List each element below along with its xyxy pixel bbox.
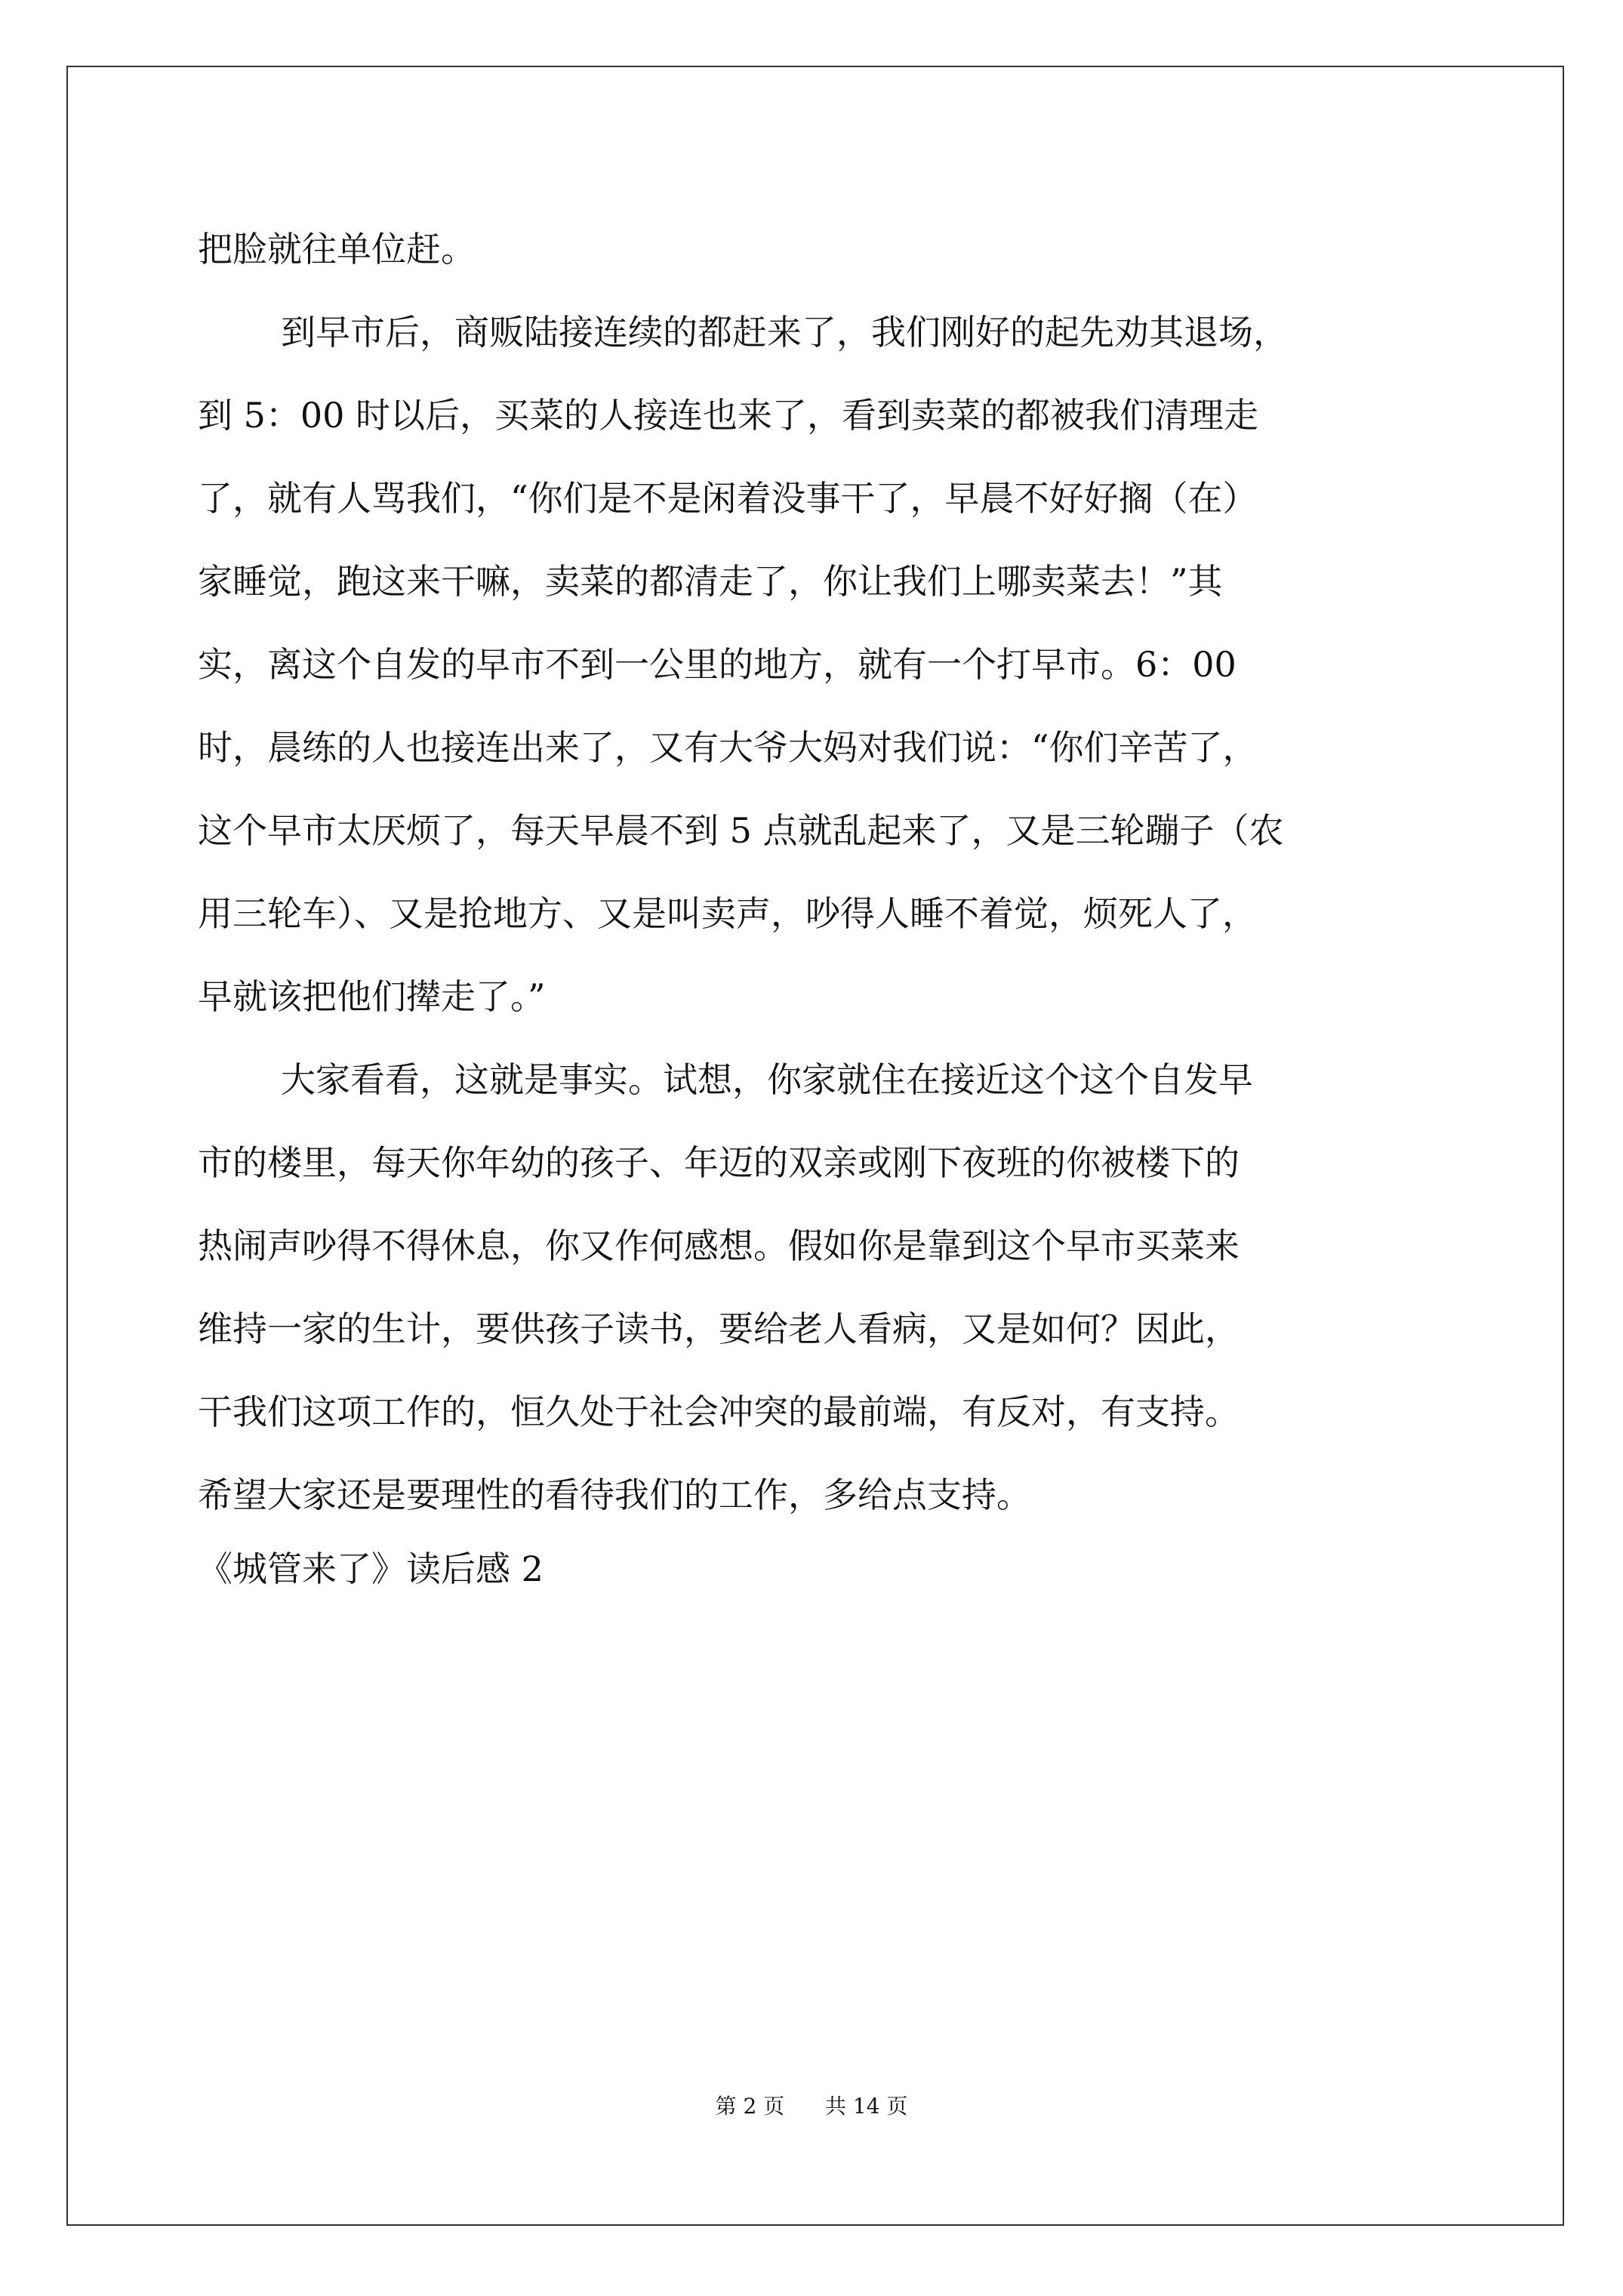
paragraph-line: 实，离这个自发的早市不到一公里的地方，就有一个打早市。6：00 <box>198 644 1236 685</box>
paragraph-line: 用三轮车）、又是抢地方、又是叫卖声，吵得人睡不着觉，烦死人了， <box>198 893 1257 934</box>
paragraph-line: 干我们这项工作的，恒久处于社会冲突的最前端，有反对，有支持。 <box>198 1391 1240 1432</box>
page-number-total: 共 14 页 <box>825 2094 908 2119</box>
paragraph-line: 时，晨练的人也接连出来了，又有大爷大妈对我们说：“你们辛苦了， <box>198 727 1258 768</box>
paragraph-line: 希望大家还是要理性的看待我们的工作，多给点支持。 <box>198 1475 1031 1515</box>
paragraph-line: 家睡觉，跑这来干嘛，卖菜的都清走了，你让我们上哪卖菜去！”其 <box>198 561 1223 602</box>
section-heading: 《城管来了》读后感 2 <box>198 1549 544 1589</box>
paragraph-line: 到 5：00 时以后，买菜的人接连也来了，看到卖菜的都被我们清理走 <box>198 395 1259 436</box>
page-number-current: 第 2 页 <box>715 2094 785 2119</box>
paragraph-line: 早就该把他们撵走了。” <box>198 976 546 1017</box>
paragraph-line: 到早市后，商贩陆接连续的都赶来了，我们刚好的起先劝其退场， <box>281 312 1288 353</box>
paragraph-line: 维持一家的生计，要供孩子读书，要给老人看病，又是如何？因此， <box>198 1308 1240 1349</box>
paragraph-line: 市的楼里，每天你年幼的孩子、年迈的双亲或刚下夜班的你被楼下的 <box>198 1142 1240 1183</box>
paragraph-line: 把脸就往单位赶。 <box>198 229 476 270</box>
paragraph-line: 大家看看，这就是事实。试想，你家就住在接近这个这个自发早 <box>281 1059 1253 1100</box>
page-footer <box>0 2093 1623 2120</box>
paragraph-line: 这个早市太厌烦了，每天早晨不到 5 点就乱起来了，又是三轮蹦子（农 <box>198 810 1284 851</box>
paragraph-line: 热闹声吵得不得休息，你又作何感想。假如你是靠到这个早市买菜来 <box>198 1225 1240 1266</box>
paragraph-line: 了，就有人骂我们，“你们是不是闲着没事干了，早晨不好好搁（在） <box>198 478 1258 519</box>
